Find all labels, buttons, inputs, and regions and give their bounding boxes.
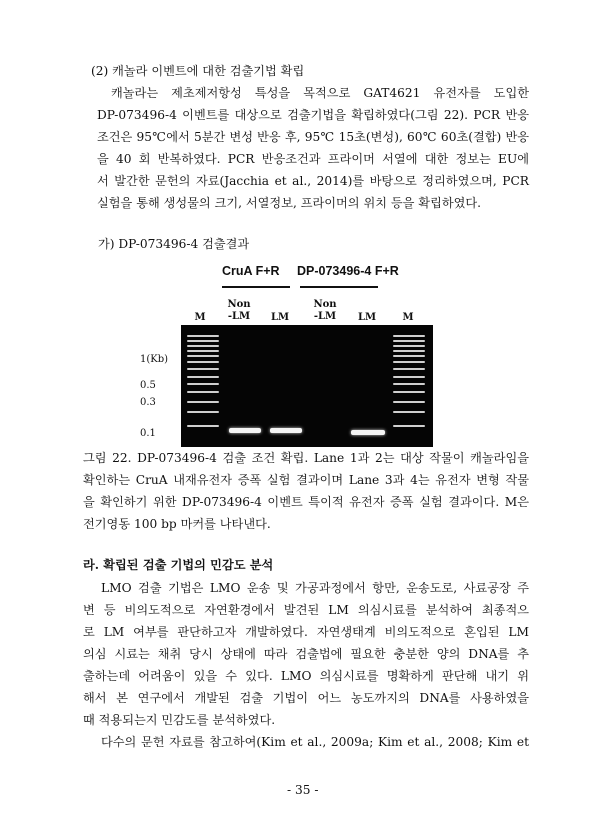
ladder-band bbox=[187, 340, 219, 342]
sample-band-lane2 bbox=[270, 428, 302, 433]
ladder-band bbox=[187, 368, 219, 370]
paragraph-line: 조건은 95℃에서 5분간 변성 반응 후, 95℃ 15초(변성), 60℃ 60초(결합) 반응 bbox=[97, 130, 529, 144]
paragraph-line: 실험을 통해 생성물의 크기, 서열정보, 프라이머의 위치 등을 확립하였다. bbox=[97, 196, 482, 210]
ladder-band bbox=[187, 401, 219, 403]
figure-caption-line: 을 확인하기 위한 DP-073496-4 이벤트 특이적 유전자 증폭 실험 결과이다. M은 bbox=[83, 495, 529, 509]
sample-band-lane1 bbox=[229, 428, 261, 433]
lane-label-marker-left: M bbox=[194, 312, 206, 323]
paragraph-line: 을 40 회 반복하였다. PCR 반응조건과 프라이머 서열에 대한 정보는 EU에 bbox=[97, 152, 529, 166]
primer-group-label-crua: CruA F+R bbox=[222, 264, 280, 278]
paragraph-line: 의심 시료는 채취 당시 상태에 따라 검출법에 필요한 충분한 양의 DNA를 추 bbox=[83, 647, 529, 661]
ladder-band bbox=[187, 376, 219, 378]
lane-label-lm-1: LM bbox=[270, 312, 290, 323]
sample-band-lane4 bbox=[351, 430, 385, 435]
ladder-band bbox=[393, 340, 425, 342]
ladder-band bbox=[187, 355, 219, 357]
ladder-band bbox=[187, 411, 219, 413]
group-underline bbox=[300, 286, 378, 288]
ladder-band bbox=[393, 401, 425, 403]
paragraph-line: 다수의 문헌 자료를 참고하여(Kim et al., 2009a; Kim et al., 2008; Kim et bbox=[101, 735, 529, 749]
size-marker-0.3: 0.3 bbox=[140, 397, 156, 408]
ladder-band bbox=[393, 361, 425, 363]
paragraph-line: 해서 본 연구에서 개발된 검출 기법이 어느 농도까지의 DNA를 사용하였을 bbox=[83, 691, 529, 705]
page-number: - 35 - bbox=[287, 783, 319, 797]
ladder-band bbox=[393, 391, 425, 393]
ladder-band bbox=[393, 411, 425, 413]
ladder-band bbox=[187, 383, 219, 385]
ladder-band bbox=[187, 361, 219, 363]
ladder-band bbox=[393, 383, 425, 385]
lane-label-nonlm-2: Non -LM bbox=[313, 299, 337, 322]
figure-caption-line: 그림 22. DP-073496-4 검출 조건 확립. Lane 1과 2는 대상 작물이 캐놀라임을 bbox=[83, 451, 529, 465]
ladder-band bbox=[187, 391, 219, 393]
paragraph-line: 서 발간한 문헌의 자료(Jacchia et al., 2014)를 바탕으로 정리하였으며, PCR bbox=[97, 174, 529, 188]
ladder-band bbox=[393, 335, 425, 337]
paragraph-line: 변 등 비의도적으로 자연환경에서 발견된 LM 의심시료를 분석하여 최종적으 bbox=[83, 603, 529, 617]
figure-caption-line: 확인하는 CruA 내재유전자 증폭 실험 결과이며 Lane 3과 4는 유전자 변형 작물 bbox=[83, 473, 529, 487]
ladder-band bbox=[393, 425, 425, 427]
paragraph-line: 캐놀라는 제초제저항성 특성을 목적으로 GAT4621 유전자를 도입한 bbox=[111, 86, 529, 100]
ladder-band bbox=[187, 425, 219, 427]
section-heading: 라. 확립된 검출 기법의 민감도 분석 bbox=[83, 558, 274, 572]
lane-label-nonlm-1: Non -LM bbox=[227, 299, 251, 322]
section-heading: (2) 캐놀라 이벤트에 대한 검출기법 확립 bbox=[91, 64, 305, 78]
ladder-band bbox=[393, 355, 425, 357]
lane-label-marker-right: M bbox=[402, 312, 414, 323]
paragraph-line: LMO 검출 기법은 LMO 운송 및 가공과정에서 항만, 운송도로, 사료공장 주 bbox=[101, 581, 529, 595]
gel-image bbox=[181, 325, 433, 447]
figure-subheading: 가) DP-073496-4 검출결과 bbox=[98, 237, 250, 251]
paragraph-line: 때 적용되는지 민감도를 분석하였다. bbox=[83, 713, 276, 727]
size-marker-0.1: 0.1 bbox=[140, 428, 156, 439]
lane-label-lm-2: LM bbox=[357, 312, 377, 323]
ladder-band bbox=[393, 376, 425, 378]
size-marker-1kb: 1(Kb) bbox=[140, 354, 169, 365]
ladder-band bbox=[393, 345, 425, 347]
paragraph-line: 출하는데 어려움이 있을 수 있다. LMO 의심시료를 명확하게 판단해 내기 위 bbox=[83, 669, 529, 683]
ladder-band bbox=[187, 335, 219, 337]
ladder-band bbox=[393, 368, 425, 370]
ladder-band bbox=[187, 345, 219, 347]
paragraph-line: 로 LM 여부를 판단하고자 개발하였다. 자연생태계 비의도적으로 혼입된 LM bbox=[83, 625, 529, 639]
ladder-band bbox=[393, 350, 425, 352]
primer-group-label-event: DP-073496-4 F+R bbox=[297, 264, 399, 278]
group-underline bbox=[222, 286, 290, 288]
size-marker-0.5: 0.5 bbox=[140, 380, 156, 391]
ladder-band bbox=[187, 350, 219, 352]
figure-caption-line: 전기영동 100 bp 마커를 나타낸다. bbox=[83, 517, 271, 531]
paragraph-line: DP-073496-4 이벤트를 대상으로 검출기법을 확립하였다(그림 22). PCR 반응 bbox=[97, 108, 529, 122]
